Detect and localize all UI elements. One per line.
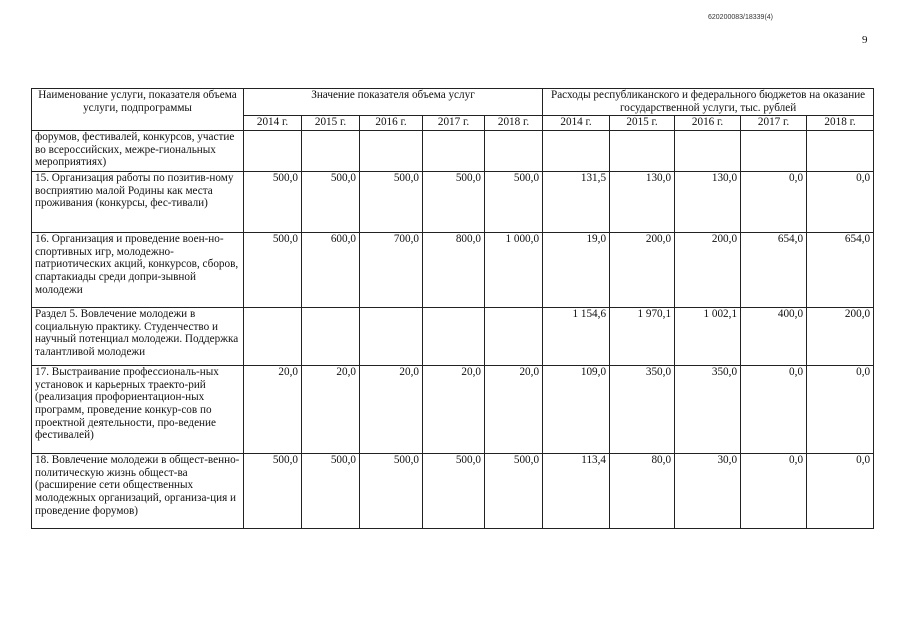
- expenses-value-cell: 0,0: [807, 454, 874, 529]
- volume-value-cell: [423, 308, 485, 366]
- volume-value-cell: [360, 308, 423, 366]
- expenses-value-cell: 350,0: [675, 366, 741, 454]
- header-expenses-year: 2018 г.: [807, 116, 874, 131]
- header-expenses-group: Расходы республиканского и федерального бюджетов на оказание государственной услуги, тыс. рублей: [543, 89, 874, 116]
- expenses-value-cell: 0,0: [741, 454, 807, 529]
- header-expenses-year: 2014 г.: [543, 116, 610, 131]
- budget-table: [31, 88, 874, 529]
- expenses-value-cell: 30,0: [675, 454, 741, 529]
- expenses-value-cell: [675, 131, 741, 172]
- row-name-cell: 18. Вовлечение молодежи в общест-венно-политическую жизнь общест-ва (расширение сети общественных молодежных организаций, организа-ция и проведение форумов): [32, 454, 244, 529]
- header-expenses-year: 2017 г.: [741, 116, 807, 131]
- expenses-value-cell: 350,0: [610, 366, 675, 454]
- expenses-value-cell: 19,0: [543, 233, 610, 308]
- volume-value-cell: 500,0: [485, 172, 543, 233]
- table-row: [32, 454, 874, 529]
- volume-value-cell: [302, 131, 360, 172]
- expenses-value-cell: 130,0: [610, 172, 675, 233]
- expenses-value-cell: 80,0: [610, 454, 675, 529]
- table-row: [32, 172, 874, 233]
- expenses-value-cell: [610, 131, 675, 172]
- volume-value-cell: [244, 131, 302, 172]
- volume-value-cell: 500,0: [244, 454, 302, 529]
- volume-value-cell: [302, 308, 360, 366]
- header-volume-year: 2017 г.: [423, 116, 485, 131]
- volume-value-cell: 500,0: [302, 172, 360, 233]
- expenses-value-cell: [543, 131, 610, 172]
- volume-value-cell: 500,0: [244, 233, 302, 308]
- header-volume-year: 2016 г.: [360, 116, 423, 131]
- expenses-value-cell: 1 002,1: [675, 308, 741, 366]
- expenses-value-cell: [807, 131, 874, 172]
- expenses-value-cell: 1 970,1: [610, 308, 675, 366]
- expenses-value-cell: 400,0: [741, 308, 807, 366]
- volume-value-cell: 500,0: [423, 454, 485, 529]
- table-body: [32, 131, 874, 529]
- volume-value-cell: [485, 308, 543, 366]
- volume-value-cell: 500,0: [244, 172, 302, 233]
- volume-value-cell: 1 000,0: [485, 233, 543, 308]
- header-expenses-year: 2015 г.: [610, 116, 675, 131]
- volume-value-cell: [485, 131, 543, 172]
- expenses-value-cell: 113,4: [543, 454, 610, 529]
- expenses-value-cell: 200,0: [675, 233, 741, 308]
- volume-value-cell: 20,0: [423, 366, 485, 454]
- volume-value-cell: 20,0: [244, 366, 302, 454]
- volume-value-cell: 600,0: [302, 233, 360, 308]
- volume-value-cell: 500,0: [360, 172, 423, 233]
- expenses-value-cell: 1 154,6: [543, 308, 610, 366]
- table-row: [32, 308, 874, 366]
- volume-value-cell: [423, 131, 485, 172]
- volume-value-cell: [244, 308, 302, 366]
- document-id: 620200083/18339(4): [708, 14, 774, 21]
- volume-value-cell: 700,0: [360, 233, 423, 308]
- row-name-cell: 16. Организация и проведение воен-но-спортивных игр, молодежно-патриотических акций, конкурсов, сборов, спартакиады среди допри-зывной молодежи: [32, 233, 244, 308]
- volume-value-cell: 20,0: [302, 366, 360, 454]
- header-expenses-year: 2016 г.: [675, 116, 741, 131]
- header-volume-year: 2014 г.: [244, 116, 302, 131]
- table-row: [32, 131, 874, 172]
- expenses-value-cell: 200,0: [610, 233, 675, 308]
- page-number: 9: [862, 34, 868, 46]
- volume-value-cell: [360, 131, 423, 172]
- row-name-cell: 17. Выстраивание профессиональ-ных установок и карьерных траекто-рий (реализация профориентацион-ных программ, проведение конкур-сов по проектной деятельности, про-ведение фестивалей): [32, 366, 244, 454]
- table-row: [32, 233, 874, 308]
- expenses-value-cell: 654,0: [807, 233, 874, 308]
- volume-value-cell: 500,0: [302, 454, 360, 529]
- row-name-cell: Раздел 5. Вовлечение молодежи в социальную практику. Студенчество и научный потенциал молодежи. Поддержка талантливой молодежи: [32, 308, 244, 366]
- header-volume-group: Значение показателя объема услуг: [244, 89, 543, 116]
- expenses-value-cell: 109,0: [543, 366, 610, 454]
- expenses-value-cell: 200,0: [807, 308, 874, 366]
- volume-value-cell: 500,0: [423, 172, 485, 233]
- header-name-column: Наименование услуги, показателя объема услуги, подпрограммы: [32, 89, 244, 131]
- volume-value-cell: 500,0: [360, 454, 423, 529]
- expenses-value-cell: 131,5: [543, 172, 610, 233]
- table-row: [32, 366, 874, 454]
- volume-value-cell: 800,0: [423, 233, 485, 308]
- expenses-value-cell: 0,0: [807, 366, 874, 454]
- volume-value-cell: 20,0: [360, 366, 423, 454]
- expenses-value-cell: 0,0: [741, 172, 807, 233]
- volume-value-cell: 500,0: [485, 454, 543, 529]
- row-name-cell: 15. Организация работы по позитив-ному восприятию малой Родины как места проживания (конкурсы, фес-тивали): [32, 172, 244, 233]
- expenses-value-cell: 130,0: [675, 172, 741, 233]
- expenses-value-cell: [741, 131, 807, 172]
- expenses-value-cell: 0,0: [741, 366, 807, 454]
- expenses-value-cell: 654,0: [741, 233, 807, 308]
- header-volume-year: 2015 г.: [302, 116, 360, 131]
- header-volume-year: 2018 г.: [485, 116, 543, 131]
- volume-value-cell: 20,0: [485, 366, 543, 454]
- row-name-cell: форумов, фестивалей, конкурсов, участие во всероссийских, межре-гиональных мероприятиях): [32, 131, 244, 172]
- expenses-value-cell: 0,0: [807, 172, 874, 233]
